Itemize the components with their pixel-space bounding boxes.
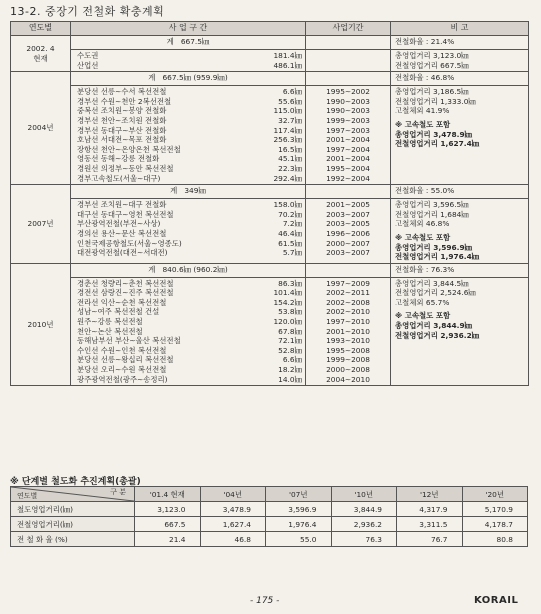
notes-cell: [391, 50, 529, 72]
page-title: 13-2. 중장기 전철화 확충계획: [10, 5, 165, 18]
expansion-plan-table: [10, 21, 529, 386]
section-length: 6.6㎞: [282, 87, 302, 97]
block-detail-row: [11, 50, 529, 72]
section-period: 2000∼2008: [326, 365, 370, 375]
section-length: 14.0㎞: [278, 374, 302, 384]
section-line: [77, 87, 302, 97]
section-period: 2001∼2010: [326, 326, 370, 336]
total-value: 667.5㎞ (959.9㎞): [162, 73, 228, 83]
section-period: 2003∼2007: [326, 248, 370, 258]
note-line: 총영업거리 3,596.9㎞: [395, 242, 472, 252]
section-name: 전라선 익산∼순천 복선전철: [77, 297, 167, 307]
note-line: 전철영업거리 1,684㎞: [395, 209, 469, 219]
section-length: 18.2㎞: [278, 365, 302, 375]
stage-value-cell: 1,627.4: [200, 517, 266, 532]
electrification-rate: 전철화율 : 55.0%: [391, 185, 529, 199]
year-cell: [11, 185, 71, 264]
korail-logo: KORAIL: [474, 595, 519, 606]
section-name: 산업선: [77, 60, 99, 70]
total-value: 840.6㎞ (960.2㎞): [162, 264, 228, 274]
section-name: 동해남부선 부산∼울산 복선전철: [77, 336, 181, 346]
note-line: 총영업거리 3,123.0㎞: [395, 51, 469, 60]
section-length: 45.1㎞: [278, 154, 302, 164]
stage-value-cell: 3,311.5: [397, 517, 463, 532]
section-line: [77, 229, 302, 239]
block-detail-row: [11, 86, 529, 185]
section-length: 115.0㎞: [273, 106, 302, 116]
section-period: 1999∼2003: [326, 115, 370, 125]
section-length: 46.4㎞: [278, 228, 302, 238]
section-name: 원주∼강릉 복선전철: [77, 317, 143, 327]
header-year: 연도별: [11, 22, 71, 36]
notes-cell: [391, 277, 529, 386]
total-label: 계: [170, 186, 178, 196]
note-line: ※ 고속철도 포함: [395, 232, 451, 242]
section-name: 경부선 수원∼천안 2복선전철: [77, 96, 172, 106]
section-line: [77, 239, 302, 249]
section-period: 1997∼2003: [326, 125, 370, 135]
total-value: 667.5㎞: [180, 37, 210, 46]
section-name: 경의선 용산∼문산 복선전철: [77, 228, 167, 238]
section-period: 2001∼2004: [326, 135, 370, 145]
sections-cell: [71, 86, 306, 185]
note-line: 고철체외 46.8%: [395, 219, 450, 229]
block-detail-row: [11, 199, 529, 264]
sections-cell: [71, 199, 306, 264]
section-length: 5.7㎞: [282, 248, 302, 258]
block-detail-row: [11, 277, 529, 386]
section-length: 70.2㎞: [278, 209, 302, 219]
year-cell: [11, 72, 71, 185]
section-name: 수인선 수원∼인천 복선전철: [77, 345, 167, 355]
section-period: 2002∼2011: [326, 288, 370, 298]
section-length: 55.6㎞: [278, 96, 302, 106]
periods-cell: [306, 50, 391, 72]
section-line: [77, 346, 302, 356]
year-label: 2002. 4: [26, 44, 55, 53]
section-name: 경부선 조치원∼대구 전철화: [77, 200, 167, 210]
section-length: 154.2㎞: [273, 297, 302, 307]
section-line: [77, 279, 302, 289]
section-line: [77, 307, 302, 317]
section-period: 1990∼2003: [326, 106, 370, 116]
section-period: 2001∼2004: [326, 154, 370, 164]
note-line: 전철영업거리 1,333.0㎞: [395, 96, 476, 106]
section-name: 분당선 오리∼수원 복선전철: [77, 365, 167, 375]
page-number: - 175 -: [250, 596, 280, 606]
period-blank: [306, 36, 391, 50]
electrification-rate: 전철화율 : 46.8%: [391, 72, 529, 86]
electrification-rate: 전철화율 : 21.4%: [391, 36, 529, 50]
section-name: 장항선 천안∼온양온천 복선전철: [77, 144, 181, 154]
stage-value-cell: 76.7: [397, 532, 463, 547]
section-period: 2002∼2008: [326, 297, 370, 307]
header-row: [11, 22, 529, 36]
section-name: 경춘선 청량리∼춘천 복선전철: [77, 278, 174, 288]
header-period: 사업기간: [306, 22, 391, 36]
stage-table-body: [11, 502, 528, 547]
section-period: 2004∼2010: [326, 374, 370, 384]
stage-value-cell: 55.0: [266, 532, 332, 547]
total-label: 계: [148, 264, 156, 274]
section-period: 1997∼2004: [326, 144, 370, 154]
section-length: 53.8㎞: [278, 307, 302, 317]
note-line: 전철영업거리 2,936.2㎞: [395, 330, 480, 340]
section-length: 61.5㎞: [278, 238, 302, 248]
section-name: 경부선 천안∼조치원 전철화: [77, 115, 167, 125]
year-cell: [11, 36, 71, 72]
section-line: [77, 135, 302, 145]
section-line: [77, 210, 302, 220]
year-label: 2004년: [27, 123, 54, 133]
section-name: 분당선 선릉∼왕십리 복선전철: [77, 355, 174, 365]
block-total-row: [11, 185, 529, 199]
stage-value-cell: 2,936.2: [331, 517, 397, 532]
stage-value-cell: 4,317.9: [397, 502, 463, 517]
stage-col-header: '01.4 현재: [135, 487, 201, 502]
note-line: 총영업거리 3,186.5㎞: [395, 87, 469, 97]
stage-value-cell: 4,178.7: [462, 517, 528, 532]
section-length: 101.4㎞: [273, 288, 302, 298]
stage-value-cell: 667.5: [135, 517, 201, 532]
section-name: 경원선 의정부∼동안 복선전철: [77, 163, 174, 173]
section-name: 부산광역전철(부전∼사상): [77, 219, 161, 229]
periods-cell: [306, 277, 391, 386]
section-length: 486.1㎞: [273, 60, 302, 70]
note-line: 고철체외 65.7%: [395, 297, 450, 307]
section-line: [77, 288, 302, 298]
electrification-rate: 전철화율 : 76.3%: [391, 263, 529, 277]
total-cell: [71, 36, 306, 50]
section-period: 2003∼2007: [326, 209, 370, 219]
note-line: 총영업거리 3,596.5㎞: [395, 200, 469, 210]
section-period: 2001∼2005: [326, 200, 370, 210]
section-period: 1997∼2009: [326, 278, 370, 288]
header-section: 사 업 구 간: [71, 22, 306, 36]
stage-row-label: 전철영업거리(㎞): [11, 517, 135, 532]
stage-row: [11, 502, 528, 517]
period-blank: [306, 72, 391, 86]
section-period: 2002∼2010: [326, 307, 370, 317]
year-cell: [11, 263, 71, 386]
section-name: 중복선 조치원∼봉양 전철화: [77, 106, 167, 116]
stage-row-label: 전 철 화 율 (%): [11, 532, 135, 547]
stage-section-title: ※ 단계별 철도화 추진계획(총괄): [10, 477, 141, 487]
stage-value-cell: 46.8: [200, 532, 266, 547]
note-line: 전철영업거리 2,524.6㎞: [395, 288, 476, 298]
section-line: [77, 51, 302, 61]
section-name: 수도권: [77, 51, 99, 60]
total-cell: [71, 72, 306, 86]
stage-value-cell: 21.4: [135, 532, 201, 547]
section-name: 호남선 서대전∼목포 전철화: [77, 135, 167, 145]
section-line: [77, 365, 302, 375]
total-label: 계: [166, 37, 174, 46]
section-period: 1999∼2008: [326, 355, 370, 365]
stage-value-cell: 5,170.9: [462, 502, 528, 517]
section-name: 경부선 동대구∼부산 전철화: [77, 125, 167, 135]
stage-col-header: '07년: [266, 487, 332, 502]
section-name: 대전광역전철(대전∼서대전): [77, 248, 168, 258]
section-line: [77, 126, 302, 136]
section-length: 117.4㎞: [273, 125, 302, 135]
section-name: 대구선 동대구∼영천 복선전철: [77, 209, 174, 219]
section-name: 영동선 동해∼강릉 전철화: [77, 154, 160, 164]
section-length: 86.3㎞: [278, 278, 302, 288]
section-name: 분당선 선릉∼수서 복선전철: [77, 87, 167, 97]
section-length: 67.8㎞: [278, 326, 302, 336]
period-blank: [306, 263, 391, 277]
corner-top-label: 구 분: [110, 488, 126, 496]
stage-table: [10, 486, 528, 547]
section-period: 2000∼2007: [326, 238, 370, 248]
block-total-row: [11, 72, 529, 86]
block-total-row: [11, 263, 529, 277]
section-period: 1995∼2008: [326, 345, 370, 355]
total-label: 계: [148, 73, 156, 83]
section-line: [77, 336, 302, 346]
stage-value-cell: 3,123.0: [135, 502, 201, 517]
stage-row: [11, 532, 528, 547]
section-period: 1997∼2010: [326, 317, 370, 327]
total-value: 349㎞: [184, 186, 206, 196]
period-blank: [306, 185, 391, 199]
year-label: 현재: [33, 53, 48, 63]
corner-bottom-label: 연도별: [17, 492, 38, 500]
main-table-body: [11, 36, 529, 386]
block-total-row: [11, 36, 529, 50]
section-length: 6.6㎞: [282, 355, 302, 365]
section-line: [77, 298, 302, 308]
section-line: [77, 164, 302, 174]
stage-value-cell: 1,976.4: [266, 517, 332, 532]
header-note: 비 고: [391, 22, 529, 36]
note-line: 총영업거리 3,844.5㎞: [395, 278, 469, 288]
note-line: 고철체외 41.9%: [395, 106, 450, 116]
stage-row: [11, 517, 528, 532]
section-line: [77, 219, 302, 229]
section-length: 181.4㎞: [273, 51, 302, 60]
section-length: 72.1㎞: [278, 336, 302, 346]
section-period: 1993∼2010: [326, 336, 370, 346]
stage-col-header: '20년: [462, 487, 528, 502]
note-line: 전철영업거리 667.5㎞: [395, 60, 469, 70]
section-line: [77, 248, 302, 258]
section-length: 16.5㎞: [278, 144, 302, 154]
section-name: 광주광역전철(광주∼송정리): [77, 374, 168, 384]
section-period: 1992∼2004: [326, 173, 370, 183]
section-period: 1995∼2002: [326, 87, 370, 97]
section-line: [77, 355, 302, 365]
section-name: 인천국제공항철도(서울∼영종도): [77, 238, 182, 248]
note-line: 전철영업거리 1,627.4㎞: [395, 139, 480, 149]
section-name: 경부고속철도(서울∼대구): [77, 173, 161, 183]
section-line: [77, 317, 302, 327]
section-line: [77, 116, 302, 126]
sections-cell: [71, 50, 306, 72]
stage-value-cell: 3,596.9: [266, 502, 332, 517]
section-line: [77, 97, 302, 107]
section-length: 52.8㎞: [278, 345, 302, 355]
total-cell: [71, 185, 306, 199]
section-length: 120.0㎞: [273, 317, 302, 327]
section-length: 292.4㎞: [273, 173, 302, 183]
section-line: [77, 200, 302, 210]
note-line: 총영업거리 3,478.9㎞: [395, 129, 472, 139]
section-line: [77, 106, 302, 116]
section-line: [77, 154, 302, 164]
stage-value-cell: 76.3: [331, 532, 397, 547]
note-line: ※ 고속철도 포함: [395, 311, 451, 321]
stage-header-row: [11, 487, 528, 502]
section-line: [77, 61, 302, 71]
periods-cell: [306, 199, 391, 264]
sections-cell: [71, 277, 306, 386]
section-length: 158.0㎞: [273, 200, 302, 210]
section-name: 성남∼여주 복선전철 건설: [77, 307, 160, 317]
year-label: 2010년: [27, 319, 54, 329]
section-length: 22.3㎞: [278, 163, 302, 173]
note-line: ※ 고속철도 포함: [395, 119, 451, 129]
section-length: 32.7㎞: [278, 115, 302, 125]
section-name: 경전선 삼랑진∼진주 복선전철: [77, 288, 174, 298]
stage-row-label: 철도영업거리(㎞): [11, 502, 135, 517]
section-line: [77, 174, 302, 184]
stage-col-header: '04년: [200, 487, 266, 502]
notes-cell: [391, 86, 529, 185]
section-length: 7.2㎞: [282, 219, 302, 229]
stage-value-cell: 3,478.9: [200, 502, 266, 517]
stage-col-header: '12년: [397, 487, 463, 502]
stage-corner-cell: [11, 487, 135, 502]
section-period: 1995∼2004: [326, 163, 370, 173]
note-line: 총영업거리 3,844.9㎞: [395, 321, 472, 331]
total-cell: [71, 263, 306, 277]
year-label: 2007년: [27, 219, 54, 229]
section-length: 256.3㎞: [273, 135, 302, 145]
stage-value-cell: 80.8: [462, 532, 528, 547]
section-period: 1996∼2006: [326, 228, 370, 238]
periods-cell: [306, 86, 391, 185]
note-line: 전철영업거리 1,976.4㎞: [395, 252, 480, 262]
section-name: 천안∼논산 복선전철: [77, 326, 143, 336]
section-line: [77, 375, 302, 385]
section-line: [77, 145, 302, 155]
section-period: 1990∼2003: [326, 96, 370, 106]
stage-col-header: '10년: [331, 487, 397, 502]
section-period: 2003∼2005: [326, 219, 370, 229]
notes-cell: [391, 199, 529, 264]
stage-value-cell: 3,844.9: [331, 502, 397, 517]
section-line: [77, 327, 302, 337]
